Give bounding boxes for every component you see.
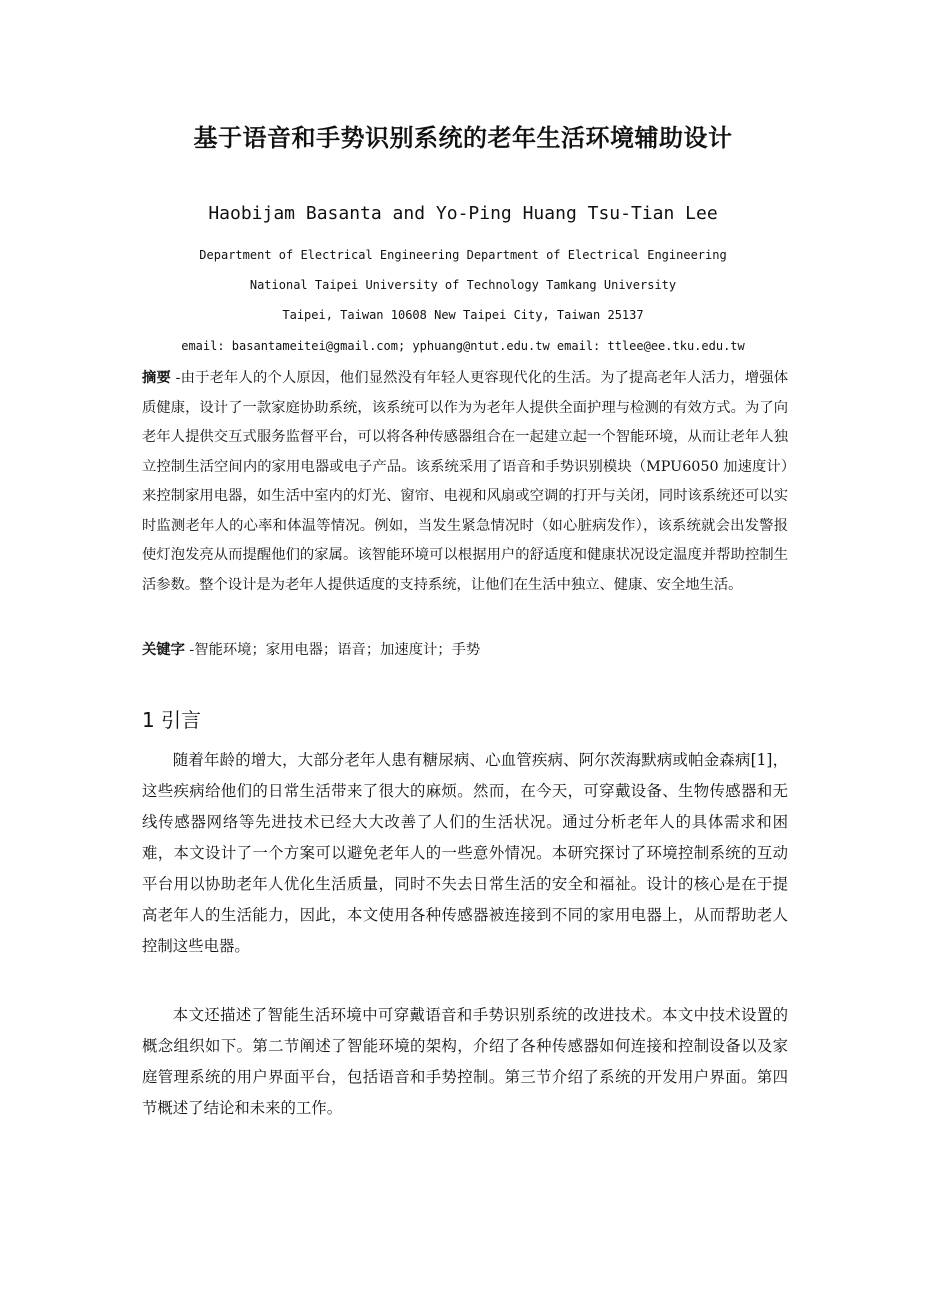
affiliation-universities: National Taipei University of Technology Tamkang University	[249, 278, 677, 292]
keywords-label: 关键字	[142, 642, 185, 658]
introduction-paragraph-1: 随着年龄的增大，大部分老年人患有糖尿病、心血管疾病、阿尔茨海默病或帕金森病[1]，这些疾病给他们的日常生活带来了很大的麻烦。然而，在今天，可穿戴设备、生物传感器和无线传感器网络等先进技术已经大大改善了人们的生活状况。通过分析老年人的具体需求和困难，本文设计了一个方案可以避免老年人的一些意外情况。本研究探讨了环境控制系统的互动平台用以协助老年人优化生活质量，同时不失去日常生活的安全和福祉。设计的核心是在于提高老年人的生活能力，因此，本文使用各种传感器被连接到不同的家用电器上，从而帮助老人控制这些电器。	[142, 751, 788, 955]
section-heading-introduction: 1 引言	[142, 708, 202, 732]
abstract	[142, 364, 788, 600]
affiliation-emails: email: basantameitei@gmail.com; yphuang@ntut.edu.tw email: ttlee@ee.tku.edu.tw	[181, 339, 745, 353]
keywords	[142, 636, 788, 665]
abstract-text: -由于老年人的个人原因，他们显然没有年轻人更容现代化的生活。为了提高老年人活力，增强体质健康，设计了一款家庭协助系统，该系统可以作为为老年人提供全面护理与检测的有效方式。为了向老年人提供交互式服务监督平台，可以将各种传感器组合在一起建立起一个智能环境，从而让老年人独立控制生活空间内的家用电器或电子产品。该系统采用了语音和手势识别模块（MPU6050 加速度计）来控制家用电器，如生活中室内的灯光、窗帘、电视和风扇或空调的打开与关闭，同时该系统还可以实时监测老年人的心率和体温等情况。例如，当发生紧急情况时（如心脏病发作），该系统就会出发警报使灯泡发亮从而提醒他们的家属。该智能环境可以根据用户的舒适度和健康状况设定温度并帮助控制生活参数。整个设计是为老年人提供适度的支持系统，让他们在生活中独立、健康、安全地生活。	[142, 370, 789, 593]
affiliation-departments: Department of Electrical Engineering Department of Electrical Engineering	[199, 248, 727, 262]
abstract-label: 摘要	[142, 370, 171, 386]
paper-title: 基于语音和手势识别系统的老年生活环境辅助设计	[193, 124, 733, 152]
affiliation-cities: Taipei, Taiwan 10608 New Taipei City, Taiwan 25137	[282, 308, 644, 322]
introduction-paragraph-2: 本文还描述了智能生活环境中可穿戴语音和手势识别系统的改进技术。本文中技术设置的概念组织如下。第二节阐述了智能环境的架构，介绍了各种传感器如何连接和控制设备以及家庭管理系统的用户界面平台，包括语音和手势控制。第三节介绍了系统的开发用户界面。第四节概述了结论和未来的工作。	[142, 1006, 788, 1117]
author-list: Haobijam Basanta and Yo-Ping Huang Tsu-Tian Lee	[208, 203, 718, 224]
keywords-text: -智能环境；家用电器；语音；加速度计；手势	[184, 642, 481, 658]
